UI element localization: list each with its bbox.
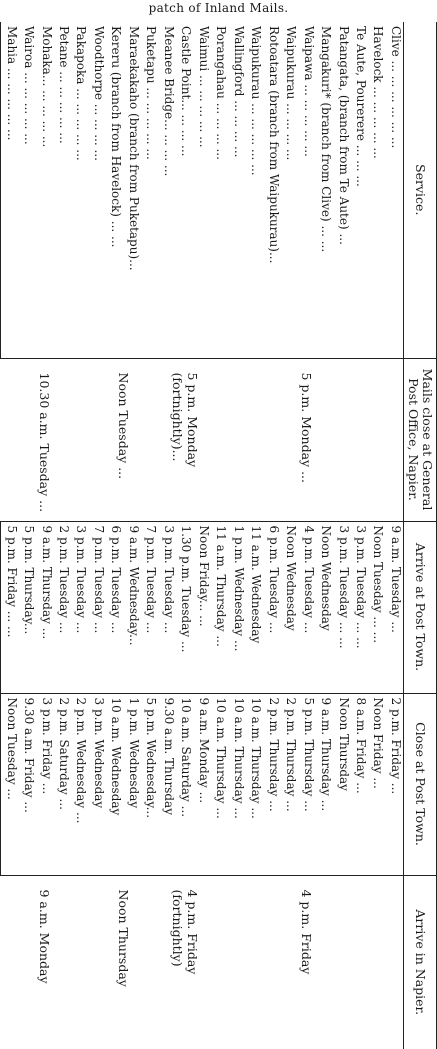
table-row xyxy=(385,22,403,1049)
service-name: Castle Point... ... ... ... xyxy=(179,26,194,157)
close-post-town-time: 2 p.m. Thursday ... xyxy=(281,693,298,875)
close-post-town-time: 9 a.m. Thursday ... xyxy=(316,693,333,875)
close-post-town-time: 2 p.m. Wednesday ... xyxy=(71,693,88,875)
arrive-post-town-time: 3 p.m. Tuesday ... xyxy=(158,521,175,693)
arrive-post-town-time: 9 a.m. Tuesday ... xyxy=(385,521,403,693)
service-name: Mohaka... ... ... ... ... xyxy=(39,26,54,148)
arrive-post-town-time: 5 p.m. Friday ... ... xyxy=(1,521,19,693)
table-row xyxy=(71,22,88,1049)
close-post-town-time: Noon Friday ... xyxy=(368,693,385,875)
close-post-town-time: 9.30 a.m. Thursday xyxy=(158,693,175,875)
header-mails-close: Mails close at General Post Office, Napier. xyxy=(404,358,437,521)
service-name: Te Aute, Pourerere ... ... ... xyxy=(353,26,368,187)
mails-close-text: Noon Tuesday ... xyxy=(115,372,131,480)
close-post-town-time: Noon Tuesday ... xyxy=(1,693,19,875)
arrive-napier-time xyxy=(211,875,404,1049)
service-name: Woodthorpe ... ... ... ... xyxy=(91,26,106,161)
arrive-post-town-time: Noon Wednesday xyxy=(316,521,333,693)
service-name: Pakapoka ... ... ... ... ... xyxy=(74,26,89,161)
arrive-post-town-time: 3 p.m. Tuesday ... ... xyxy=(351,521,368,693)
close-post-town-time: 10 a.m. Thursday ... xyxy=(246,693,263,875)
mails-close-text: 5 p.m. Monday (fortnightly)... xyxy=(169,372,200,468)
service-name: Clive ... ... ... ... ... ... xyxy=(389,26,403,149)
arrive-napier-text: Noon Thursday xyxy=(115,889,131,987)
arrive-post-town-time: Noon Tuesday ... ... xyxy=(368,521,385,693)
close-post-town-time: 1 p.m. Wednesday xyxy=(123,693,140,875)
arrive-post-town-time: 1 p.m. Wednesday ... xyxy=(228,521,245,693)
close-post-town-time: 8 a.m. Friday ... xyxy=(351,693,368,875)
service-name: Petane ... ... ... ... ... xyxy=(57,26,72,144)
arrive-post-town-time: 9 a.m. Wednesday... xyxy=(123,521,140,693)
arrive-napier-time xyxy=(88,875,158,1049)
mails-close-text: 5 p.m. Monday ... xyxy=(299,372,315,483)
close-post-town-time: 10 a.m. Wednesday xyxy=(106,693,123,875)
close-post-town-time: 3 p.m. Wednesday xyxy=(88,693,105,875)
service-name: Mangakuri* (branch from Clive) ... ... xyxy=(319,26,334,253)
service-name: Maraekakaho (branch from Puketapu)... xyxy=(126,26,141,271)
header-arrive-napier: Arrive in Napier. xyxy=(404,875,437,1049)
close-post-town-time: 2 p.m. Thursday ... xyxy=(263,693,280,875)
service-name: Mahia ... ... ... ... ... xyxy=(1,22,19,358)
close-post-town-time: 2 p.m. Friday ... xyxy=(385,693,403,875)
service-name: Porangahau ... ... ... ... xyxy=(214,26,229,160)
arrive-napier-time xyxy=(158,875,210,1049)
mails-close-time xyxy=(1,358,89,521)
close-post-town-time: 10 a.m. Saturday ... xyxy=(176,693,193,875)
header-service: Service. xyxy=(404,22,437,358)
arrive-post-town-time: 7 p.m. Tuesday ... xyxy=(141,521,158,693)
schedule-body xyxy=(1,22,404,1049)
close-post-town-time: 9.30 a.m. Friday ... xyxy=(19,693,36,875)
mail-schedule-page xyxy=(0,22,437,1049)
mails-close-time xyxy=(158,358,210,521)
service-name: Waipukurau ... ... ... ... xyxy=(284,26,299,161)
service-name: Wairoa ... ... ... ... ... xyxy=(22,26,37,145)
service-name: Wallingford ... ... ... ... xyxy=(231,26,246,158)
mails-close-time xyxy=(88,358,158,521)
arrive-post-town-time: 6 p.m. Tuesday ... xyxy=(263,521,280,693)
table-row xyxy=(193,22,210,1049)
rotated-table-wrapper xyxy=(0,22,437,1049)
close-post-town-time: Noon Thursday xyxy=(333,693,350,875)
header-arrive-post-town: Arrive at Post Town. xyxy=(404,521,437,693)
mails-close-time xyxy=(211,358,404,521)
close-post-town-time: 5 p.m. Wednesday... xyxy=(141,693,158,875)
service-name: Puketapu ... ... ... ... ... xyxy=(144,26,159,160)
arrive-post-town-time: 11 a.m. Wednesday xyxy=(246,521,263,693)
close-post-town-time: 5 p.m. Thursday ... xyxy=(298,693,315,875)
mails-close-text: 10.30 a.m. Tuesday ... xyxy=(37,372,52,513)
arrive-napier-time xyxy=(1,875,89,1049)
close-post-town-time: 3 p.m. Friday ... xyxy=(36,693,53,875)
header-close-post-town: Close at Post Town. xyxy=(404,693,437,875)
arrive-napier-text: 4 p.m. Friday xyxy=(299,889,315,975)
table-row xyxy=(141,22,158,1049)
arrive-post-town-time: Noon Wednesday xyxy=(281,521,298,693)
arrive-post-town-time: 11 a.m. Thursday ... xyxy=(211,521,228,693)
arrive-napier-text: 4 p.m. Friday (fortnightly) xyxy=(169,889,200,975)
header-row xyxy=(404,22,437,1049)
arrive-post-town-time: 2 p.m. Tuesday ... xyxy=(54,521,71,693)
close-post-town-time: 10 a.m. Thursday ... xyxy=(228,693,245,875)
page-title: patch of Inland Mails. xyxy=(148,1,289,15)
mail-schedule-table xyxy=(0,22,437,1049)
arrive-post-town-time: 1.30 p.m. Tuesday ... xyxy=(176,521,193,693)
arrive-napier-text: 9 a.m. Monday xyxy=(37,889,52,984)
service-name: Kereru (branch from Havelock) ... ... xyxy=(109,26,124,248)
service-name: Meanee Bridge... ... ... ... xyxy=(161,26,176,177)
arrive-post-town-time: 7 p.m. Tuesday ... xyxy=(88,521,105,693)
arrive-post-town-time: 9 a.m. Thursday ... xyxy=(36,521,53,693)
service-name: Waimui ... ... ... ... ... xyxy=(196,26,211,148)
service-name: Waipawa ... ... ... ... ... xyxy=(301,26,316,157)
service-name: Havelock ... ... ... ... ... xyxy=(371,26,386,159)
arrive-post-town-time: 3 p.m. Tuesday ... ... xyxy=(333,521,350,693)
service-name: Rotoatara (branch from Waipukurau)... xyxy=(266,26,281,264)
close-post-town-time: 10 a.m. Thursday ... xyxy=(211,693,228,875)
service-name: Waipukurau ... ... ... ... ... xyxy=(249,26,264,176)
arrive-post-town-time: Noon Friday... ... xyxy=(193,521,210,693)
arrive-post-town-time: 6 p.m. Tuesday ... xyxy=(106,521,123,693)
arrive-post-town-time: 4 p.m. Tuesday ... xyxy=(298,521,315,693)
arrive-post-town-time: 3 p.m. Tuesday ... xyxy=(71,521,88,693)
service-name: Patangata, (branch from Te Aute) ... xyxy=(336,26,351,245)
close-post-town-time: 2 p.m. Saturday ... xyxy=(54,693,71,875)
arrive-post-town-time: 5 p.m. Thursday... xyxy=(19,521,36,693)
close-post-town-time: 9 a.m. Monday ... xyxy=(193,693,210,875)
